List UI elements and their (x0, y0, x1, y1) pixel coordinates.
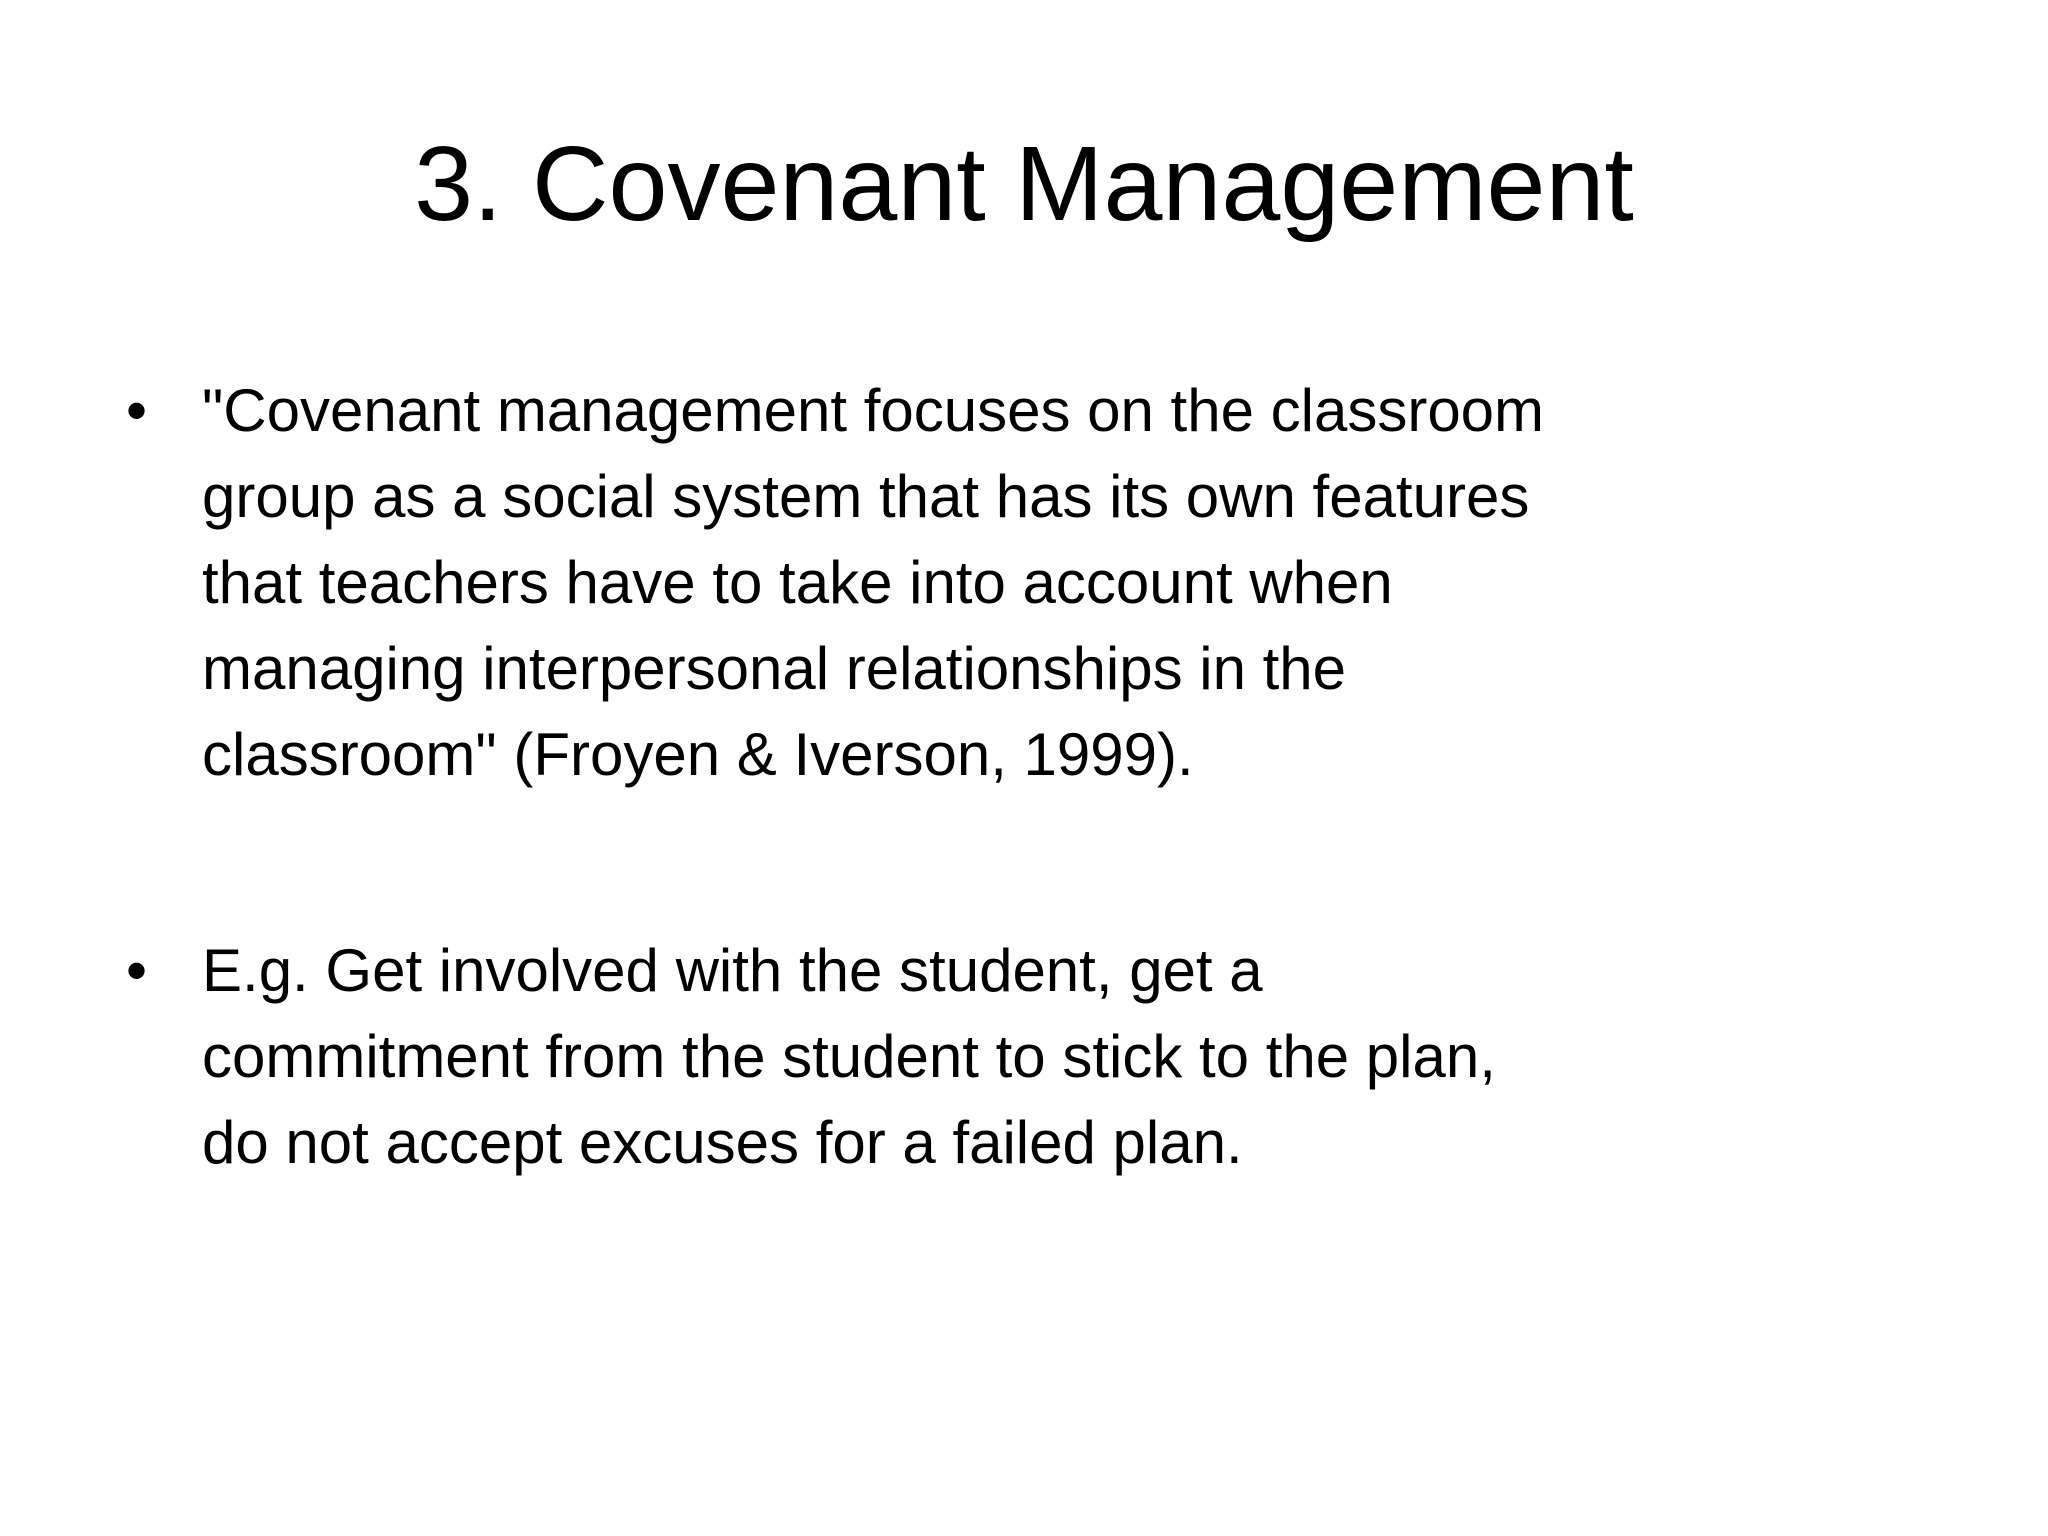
bullet-text-line: managing interpersonal relationships in the (202, 635, 1347, 702)
bullet-text-line: classroom" (Froyen & Iverson, 1999). (202, 721, 1194, 788)
bullet-text-line: "Covenant management focuses on the classroom (202, 377, 1545, 444)
bullet-text-line: E.g. Get involved with the student, get a (202, 937, 1263, 1004)
bullet-item-definition (118, 368, 1898, 798)
bullet-icon: • (126, 377, 148, 444)
bullet-list (118, 368, 1898, 1186)
bullet-text-line: group as a social system that has its own features (202, 463, 1530, 530)
bullet-text-line: commitment from the student to stick to the plan, (202, 1023, 1496, 1090)
bullet-text-line: that teachers have to take into account when (202, 549, 1393, 616)
slide-title: 3. Covenant Management (414, 125, 1634, 243)
bullet-item-example (118, 928, 1898, 1186)
bullet-text-line: do not accept excuses for a failed plan. (202, 1109, 1243, 1176)
bullet-icon: • (126, 937, 148, 1004)
